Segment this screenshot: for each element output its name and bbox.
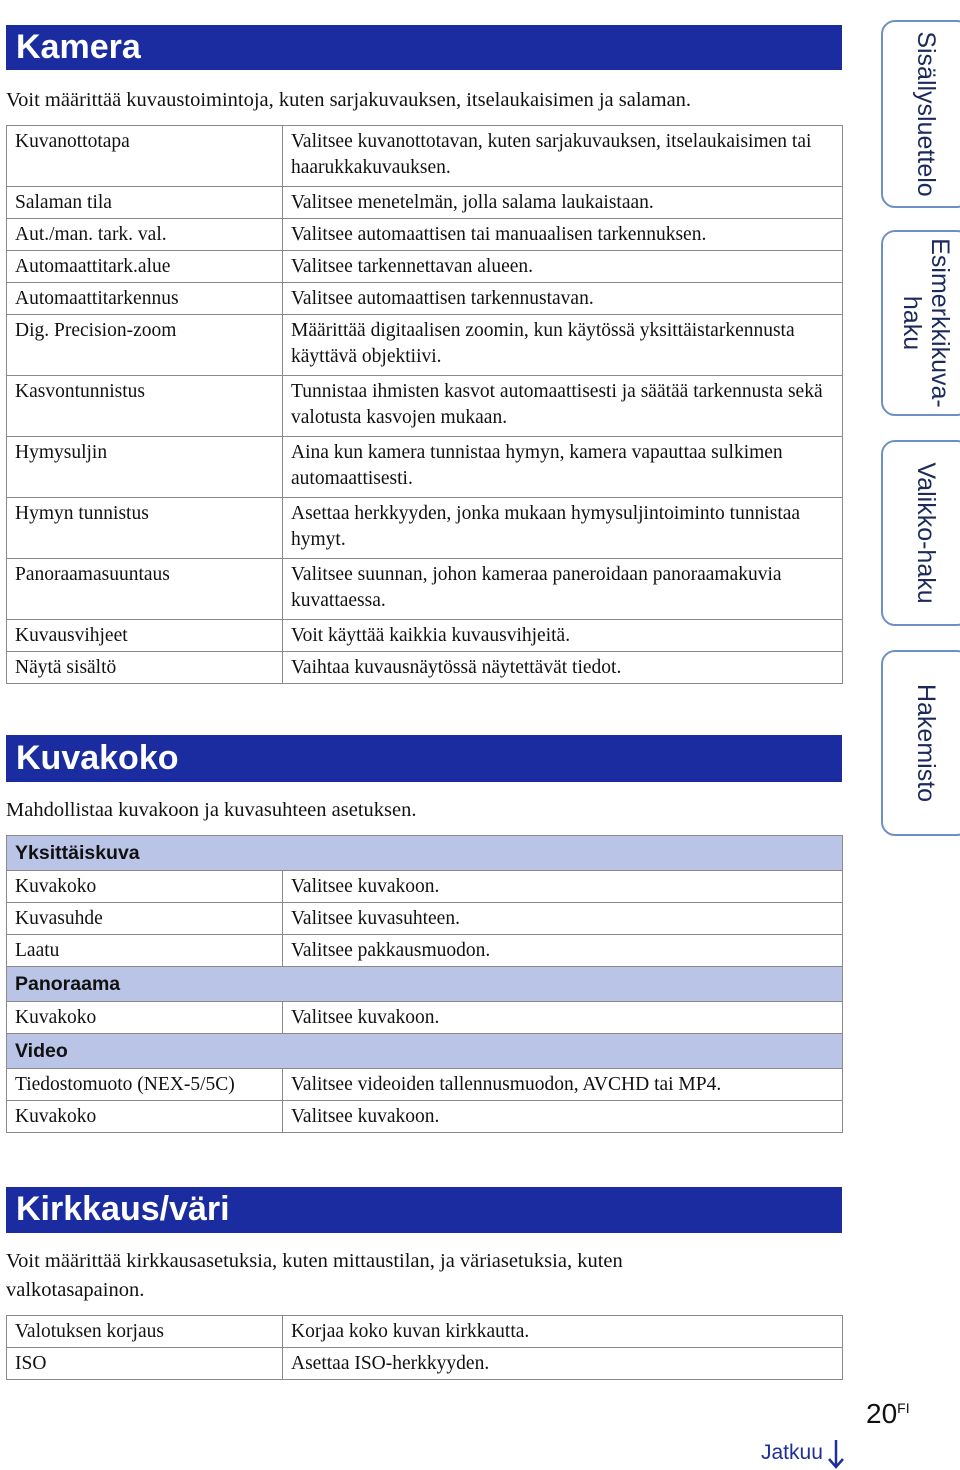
group-header-row xyxy=(7,836,843,871)
item-description: Asettaa ISO-herkkyyden. xyxy=(283,1348,843,1380)
table-row xyxy=(7,871,843,903)
item-name: Salaman tila xyxy=(7,187,283,219)
table-row xyxy=(7,1101,843,1133)
tab-label: Esimerkkikuva- haku xyxy=(898,238,954,408)
table-row xyxy=(7,620,843,652)
section-intro: Mahdollistaa kuvakoon ja kuvasuhteen asetuksen. xyxy=(6,799,417,821)
kamera-table xyxy=(6,125,843,684)
item-description: Korjaa koko kuvan kirkkautta. xyxy=(283,1316,843,1348)
item-name: Kuvakoko xyxy=(7,1101,283,1133)
item-description: Valitsee menetelmän, jolla salama laukaistaan. xyxy=(283,187,843,219)
item-name: Kuvausvihjeet xyxy=(7,620,283,652)
continue-link[interactable]: Jatkuu xyxy=(761,1441,823,1464)
section-header-kuvakoko xyxy=(6,735,842,782)
item-name: ISO xyxy=(7,1348,283,1380)
table-row xyxy=(7,1002,843,1034)
section-header-kirkkaus xyxy=(6,1187,842,1233)
item-name: Automaattitarkennus xyxy=(7,283,283,315)
section-title: Kuvakoko xyxy=(16,739,179,777)
table-row xyxy=(7,251,843,283)
item-description: Valitsee kuvasuhteen. xyxy=(283,903,843,935)
item-description: Voit käyttää kaikkia kuvausvihjeitä. xyxy=(283,620,843,652)
item-description: Määrittää digitaalisen zoomin, kun käytössä yksittäistarkennusta käyttävä objektiivi. xyxy=(283,315,843,376)
tab-label: Sisällysluettelo xyxy=(912,31,940,197)
arrow-down-icon xyxy=(826,1438,846,1470)
item-name: Automaattitark.alue xyxy=(7,251,283,283)
page-number xyxy=(866,1398,910,1430)
item-name: Kuvakoko xyxy=(7,871,283,903)
item-description: Valitsee tarkennettavan alueen. xyxy=(283,251,843,283)
item-description: Valitsee automaattisen tai manuaalisen tarkennuksen. xyxy=(283,219,843,251)
tab-valikkohaku[interactable] xyxy=(881,440,960,626)
item-name: Kuvasuhde xyxy=(7,903,283,935)
tab-sisallysluettelo[interactable] xyxy=(881,20,960,208)
table-row xyxy=(7,283,843,315)
group-header: Yksittäiskuva xyxy=(7,836,843,871)
item-name: Hymyn tunnistus xyxy=(7,498,283,559)
tab-label: Valikko-haku xyxy=(912,462,940,604)
table-row xyxy=(7,437,843,498)
group-header: Panoraama xyxy=(7,967,843,1002)
table-row xyxy=(7,315,843,376)
item-description: Valitsee automaattisen tarkennustavan. xyxy=(283,283,843,315)
kirkkaus-table xyxy=(6,1315,843,1380)
table-row xyxy=(7,187,843,219)
item-description: Valitsee kuvakoon. xyxy=(283,1002,843,1034)
table-row xyxy=(7,219,843,251)
tab-label: Hakemisto xyxy=(912,683,940,803)
group-header: Video xyxy=(7,1034,843,1069)
section-header-kamera xyxy=(6,25,842,70)
item-description: Aina kun kamera tunnistaa hymyn, kamera vapauttaa sulkimen automaattisesti. xyxy=(283,437,843,498)
item-description: Asettaa herkkyyden, jonka mukaan hymysuljintoiminto tunnistaa hymyt. xyxy=(283,498,843,559)
item-description: Valitsee kuvakoon. xyxy=(283,871,843,903)
table-row xyxy=(7,903,843,935)
item-description: Valitsee kuvakoon. xyxy=(283,1101,843,1133)
table-row xyxy=(7,935,843,967)
page-language: FI xyxy=(897,1400,910,1416)
table-row xyxy=(7,1069,843,1101)
item-description: Vaihtaa kuvausnäytössä näytettävät tiedot. xyxy=(283,652,843,684)
table-row xyxy=(7,652,843,684)
table-row xyxy=(7,559,843,620)
section-title: Kirkkaus/väri xyxy=(16,1190,230,1228)
item-name: Kasvontunnistus xyxy=(7,376,283,437)
item-description: Valitsee videoiden tallennusmuodon, AVCHD tai MP4. xyxy=(283,1069,843,1101)
item-description: Tunnistaa ihmisten kasvot automaattisesti ja säätää tarkennusta sekä valotusta kasvojen mukaan. xyxy=(283,376,843,437)
item-name: Panoraamasuuntaus xyxy=(7,559,283,620)
table-row xyxy=(7,498,843,559)
item-name: Kuvakoko xyxy=(7,1002,283,1034)
item-name: Aut./man. tark. val. xyxy=(7,219,283,251)
table-row xyxy=(7,126,843,187)
table-row xyxy=(7,1316,843,1348)
tab-esimerkkikuvahaku[interactable] xyxy=(881,230,960,416)
group-header-row xyxy=(7,1034,843,1069)
item-description: Valitsee pakkausmuodon. xyxy=(283,935,843,967)
item-name: Valotuksen korjaus xyxy=(7,1316,283,1348)
page-number-value: 20 xyxy=(866,1398,898,1429)
item-description: Valitsee suunnan, johon kameraa paneroidaan panoraamakuvia kuvattaessa. xyxy=(283,559,843,620)
item-name: Kuvanottotapa xyxy=(7,126,283,187)
tab-hakemisto[interactable] xyxy=(881,650,960,836)
item-name: Hymysuljin xyxy=(7,437,283,498)
section-title: Kamera xyxy=(16,28,141,66)
table-row xyxy=(7,1348,843,1380)
item-name: Tiedostomuoto (NEX-5/5C) xyxy=(7,1069,283,1101)
item-name: Dig. Precision-zoom xyxy=(7,315,283,376)
section-intro: Voit määrittää kirkkausasetuksia, kuten mittaustilan, ja väriasetuksia, kuten valkotasapainon. xyxy=(6,1250,623,1301)
group-header-row xyxy=(7,967,843,1002)
item-name: Laatu xyxy=(7,935,283,967)
table-row xyxy=(7,376,843,437)
kuvakoko-table xyxy=(6,835,843,1133)
item-description: Valitsee kuvanottotavan, kuten sarjakuvauksen, itselaukaisimen tai haarukkakuvauksen. xyxy=(283,126,843,187)
item-name: Näytä sisältö xyxy=(7,652,283,684)
section-intro: Voit määrittää kuvaustoimintoja, kuten sarjakuvauksen, itselaukaisimen ja salaman. xyxy=(6,89,692,111)
